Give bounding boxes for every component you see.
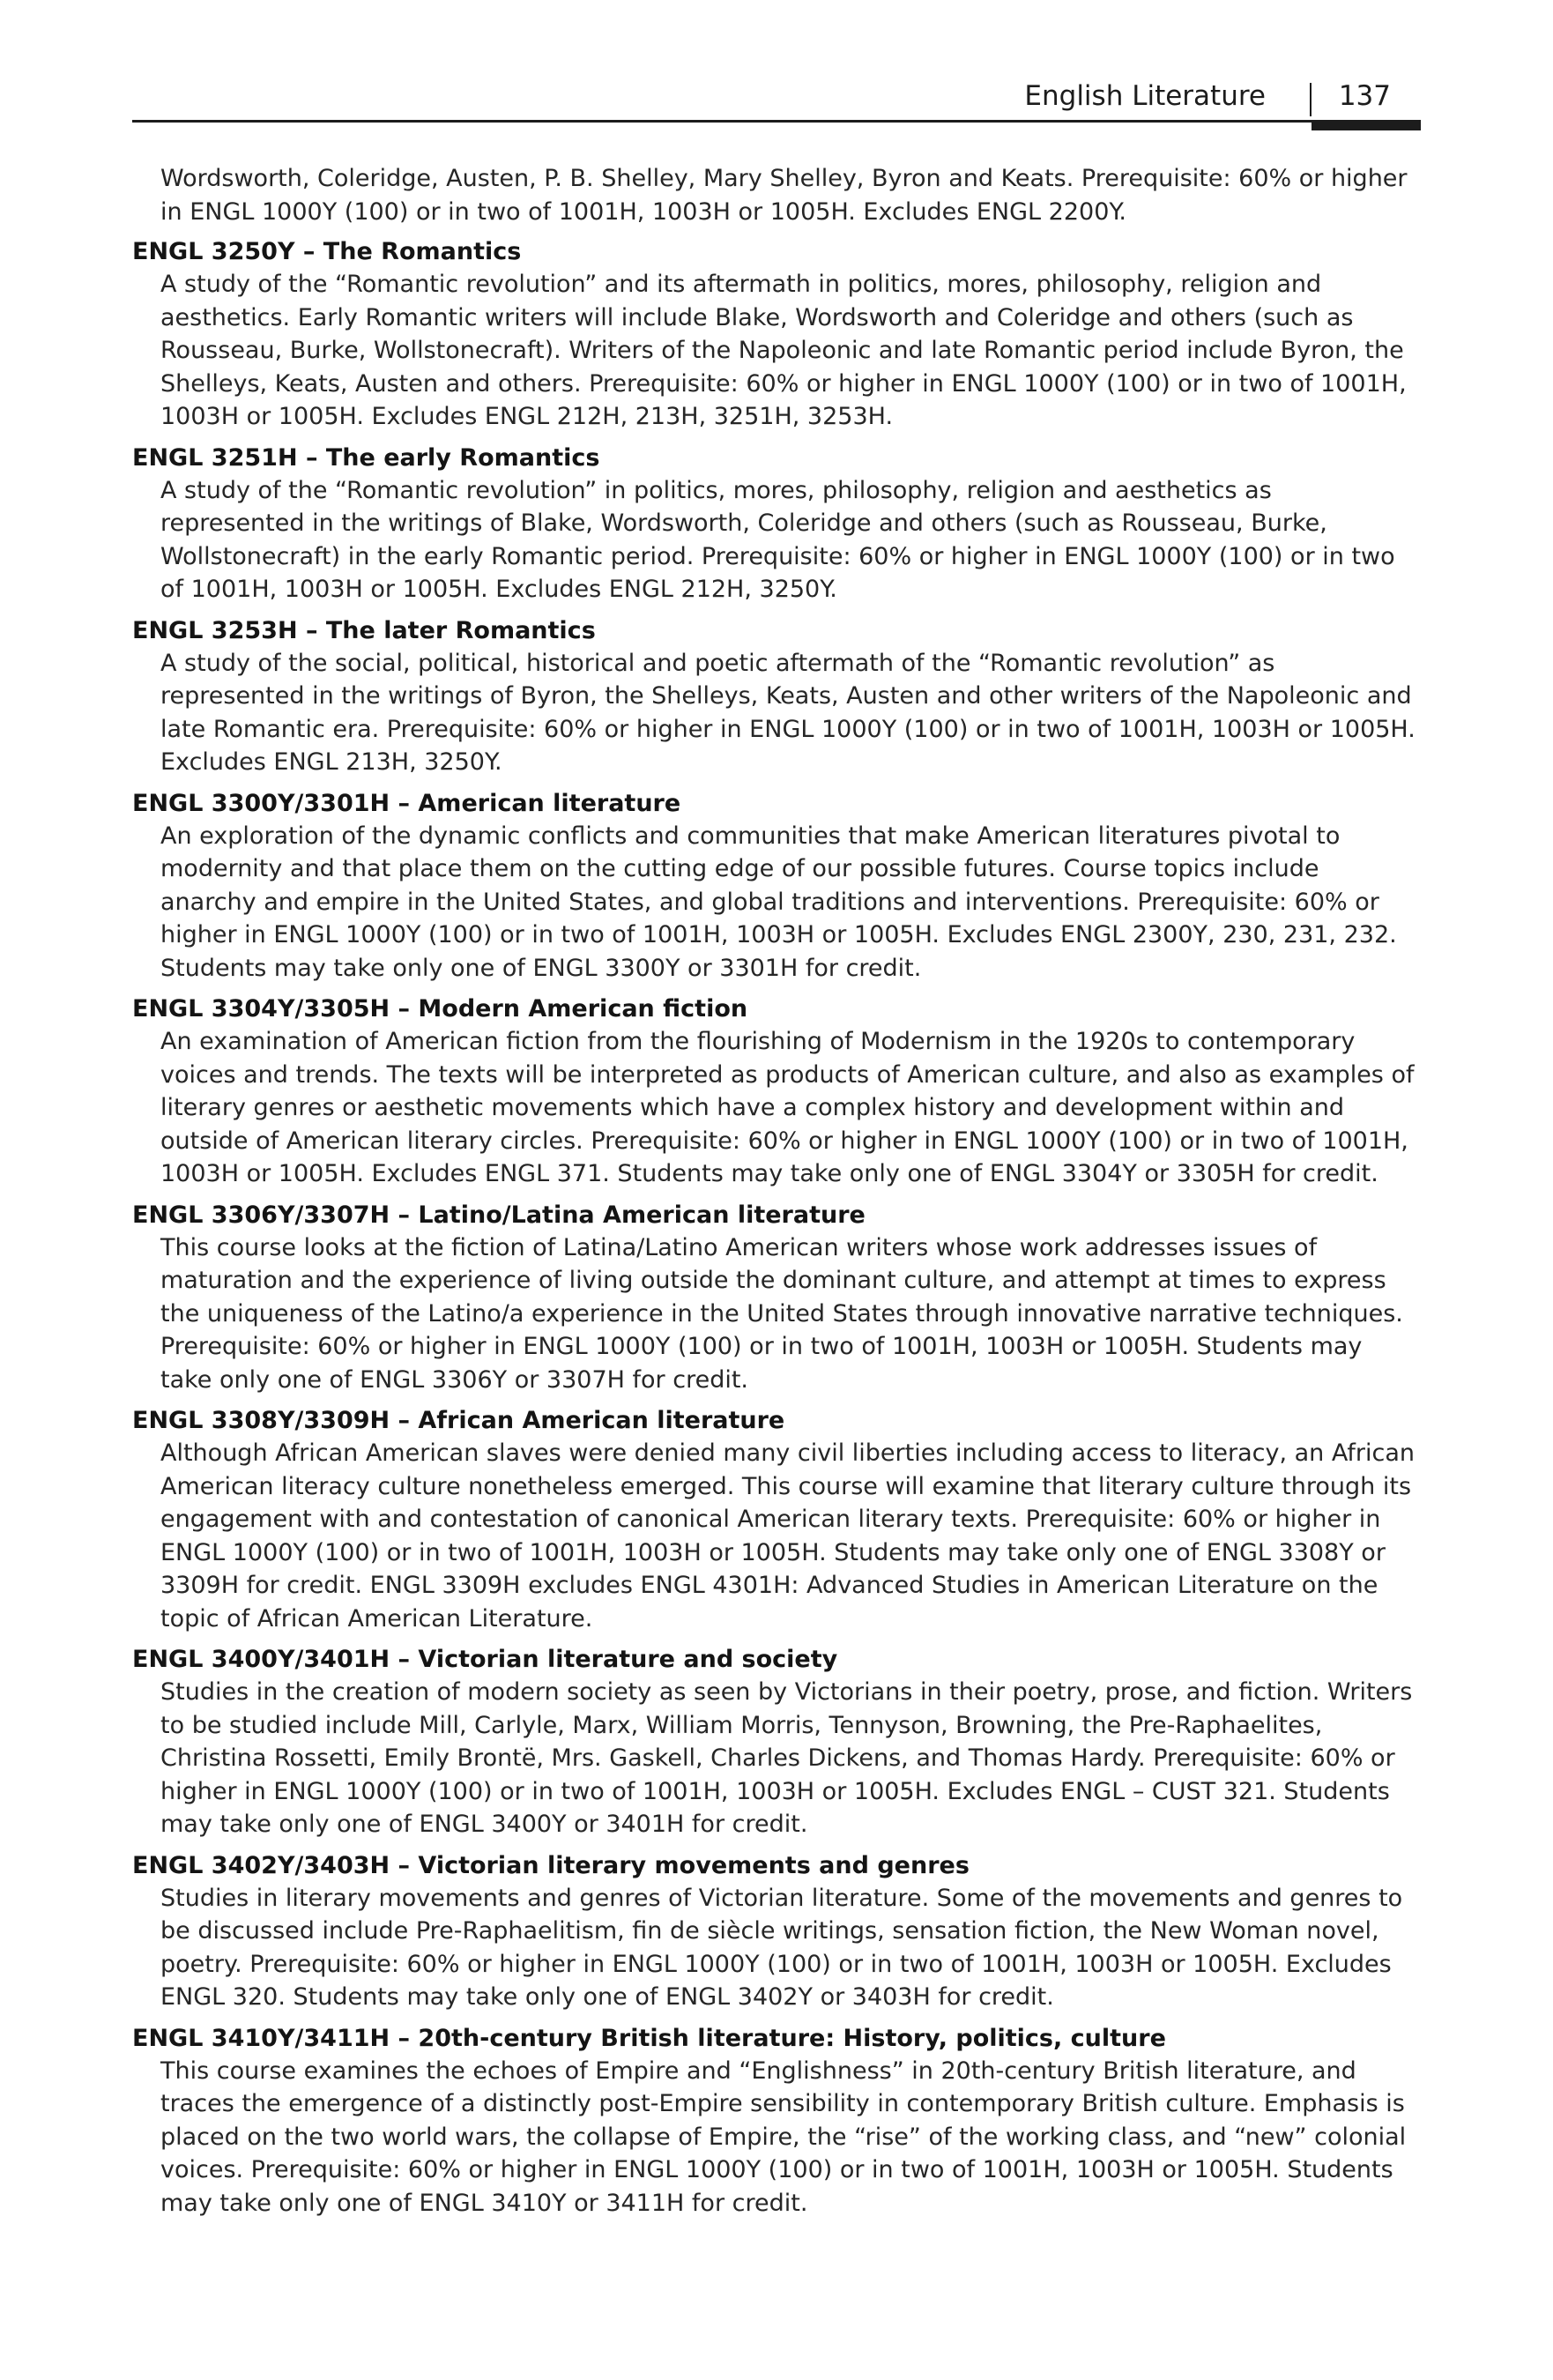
header-tab [1312, 120, 1421, 130]
course-description: A study of the “Romantic revolution” and its aftermath in politics, mores, philosophy, religion and aesthetics. Early Romantic writers will include Blake, Wordsworth and Coleridge and others (such as Rousseau, Burke, Wollstonecraft). Writers of the Napoleonic and late Romantic period include Byron, the Shelleys, Keats, Austen and others. Prerequisite: 60% or higher in ENGL 1000Y (100) or in two of 1001H, 1003H or 1005H. Excludes ENGL 212H, 213H, 3251H, 3253H. [160, 271, 1407, 430]
course-listing [132, 162, 1419, 2228]
course-entry [132, 1849, 1419, 2014]
course-entry [132, 1404, 1419, 1635]
continued-description: Wordsworth, Coleridge, Austen, P. B. Shelley, Mary Shelley, Byron and Keats. Prerequisite: 60% or higher in ENGL 1000Y (100) or in two of 1001H, 1003H or 1005H. Excludes ENGL 2200Y. [160, 165, 1408, 226]
course-title: ENGL 3402Y/3403H – Victorian literary movements and genres [132, 1851, 970, 1879]
course-description: This course looks at the fiction of Latina/Latino American writers whose work addresses issues of maturation and the experience of living outside the dominant culture, and attempt at times to express the uniqueness of the Latino/a experience in the United States through innovative narrative techniques. Prerequisite: 60% or higher in ENGL 1000Y (100) or in two of 1001H, 1003H or 1005H. Students may take only one of ENGL 3306Y or 3307H for credit. [160, 1233, 1403, 1394]
course-entry [132, 1643, 1419, 1841]
course-title: ENGL 3410Y/3411H – 20th-century British literature: History, politics, culture [132, 2024, 1166, 2052]
course-entry [132, 993, 1419, 1191]
course-entry [132, 614, 1419, 779]
course-entry [132, 235, 1419, 434]
course-title: ENGL 3300Y/3301H – American literature [132, 789, 681, 817]
course-title: ENGL 3251H – The early Romantics [132, 443, 600, 472]
course-entry [132, 2022, 1419, 2220]
course-description: This course examines the echoes of Empire and “Englishness” in 20th-century British literature, and traces the emergence of a distinctly post-Empire sensibility in contemporary British culture. Emphasis is placed on the two world wars, the collapse of Empire, the “rise” of the working class, and “new” colonial voices. Prerequisite: 60% or higher in ENGL 1000Y (100) or in two of 1001H, 1003H or 1005H. Students may take only one of ENGL 3410Y or 3411H for credit. [160, 2056, 1407, 2217]
course-entry [132, 787, 1419, 985]
course-description: An examination of American fiction from the flourishing of Modernism in the 1920s to contemporary voices and trends. The texts will be interpreted as products of American culture, and also as examples of literary genres or aesthetic movements which have a complex history and development within and outside of American literary circles. Prerequisite: 60% or higher in ENGL 1000Y (100) or in two of 1001H, 1003H or 1005H. Excludes ENGL 371. Students may take only one of ENGL 3304Y or 3305H for credit. [160, 1028, 1415, 1187]
course-title: ENGL 3250Y – The Romantics [132, 238, 522, 265]
course-title: ENGL 3306Y/3307H – Latino/Latina American literature [132, 1201, 866, 1229]
course-entry [132, 442, 1419, 606]
course-description: An exploration of the dynamic conflicts and communities that make American literatures pivotal to modernity and that place them on the cutting edge of our possible futures. Course topics include anarchy and empire in the United States, and global traditions and interventions. Prerequisite: 60% or higher in ENGL 1000Y (100) or in two of 1001H, 1003H or 1005H. Excludes ENGL 2300Y, 230, 231, 232. Students may take only one of ENGL 3300Y or 3301H for credit. [160, 822, 1397, 982]
course-title: ENGL 3400Y/3401H – Victorian literature and society [132, 1646, 838, 1673]
course-description: Studies in literary movements and genres of Victorian literature. Some of the movements and genres to be discussed include Pre-Raphaelitism, fin de siècle writings, sensation fiction, the New Woman novel, poetry. Prerequisite: 60% or higher in ENGL 1000Y (100) or in two of 1001H, 1003H or 1005H. Excludes ENGL 320. Students may take only one of ENGL 3402Y or 3403H for credit. [160, 1884, 1403, 2011]
page-header [132, 78, 1421, 134]
course-title: ENGL 3308Y/3309H – African American literature [132, 1407, 785, 1434]
course-description: A study of the social, political, historical and poetic aftermath of the “Romantic revolution” as represented in the writings of Byron, the Shelleys, Keats, Austen and other writers of the Napoleonic and late Romantic era. Prerequisite: 60% or higher in ENGL 1000Y (100) or in two of 1001H, 1003H or 1005H. Excludes ENGL 213H, 3250Y. [160, 649, 1416, 776]
page-number: 137 [1338, 80, 1391, 112]
course-title: ENGL 3253H – The later Romantics [132, 616, 596, 644]
header-divider [1310, 83, 1312, 116]
course-description: Although African American slaves were denied many civil liberties including access to literacy, an African American literacy culture nonetheless emerged. This course will examine that literary culture through its engagement with and contestation of canonical American literary texts. Prerequisite: 60% or higher in ENGL 1000Y (100) or in two of 1001H, 1003H or 1005H. Students may take only one of ENGL 3308Y or 3309H for credit. ENGL 3309H excludes ENGL 4301H: Advanced Studies in American Literature on the topic of African American Literature. [160, 1439, 1415, 1633]
header-rule [132, 120, 1421, 123]
course-entry [132, 1199, 1419, 1397]
section-title: English Literature [1024, 80, 1266, 112]
course-description: A study of the “Romantic revolution” in politics, mores, philosophy, religion and aesthetics as represented in the writings of Blake, Wordsworth, Coleridge and others (such as Rousseau, Burke, Wollstonecraft) in the early Romantic period. Prerequisite: 60% or higher in ENGL 1000Y (100) or in two of 1001H, 1003H or 1005H. Excludes ENGL 212H, 3250Y. [160, 476, 1395, 603]
course-title: ENGL 3304Y/3305H – Modern American fiction [132, 995, 748, 1023]
course-description: Studies in the creation of modern society as seen by Victorians in their poetry, prose, and fiction. Writers to be studied include Mill, Carlyle, Marx, William Morris, Tennyson, Browning, the Pre-Raphaelites, Christina Rossetti, Emily Brontë, Mrs. Gaskell, Charles Dickens, and Thomas Hardy. Prerequisite: 60% or higher in ENGL 1000Y (100) or in two of 1001H, 1003H or 1005H. Excludes ENGL – CUST 321. Students may take only one of ENGL 3400Y or 3401H for credit. [160, 1678, 1413, 1838]
